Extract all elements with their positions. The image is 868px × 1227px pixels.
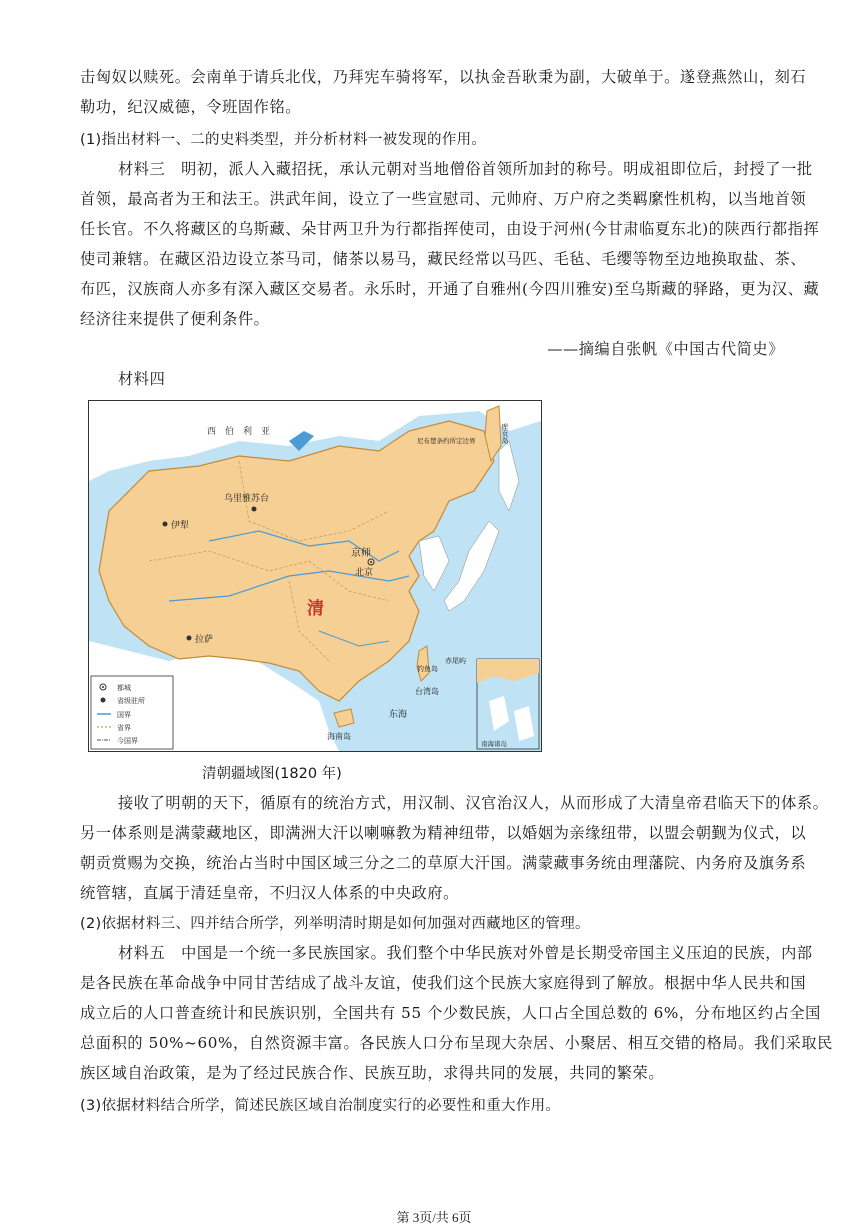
map-label-hainan: 海南岛 xyxy=(327,732,351,741)
paragraph-line: 勒功，纪汉威德，令班固作铭。 xyxy=(80,98,302,116)
question-3: (3)依据材料结合所学，简述民族区域自治制度实行的必要性和重大作用。 xyxy=(80,1098,561,1114)
material-4-heading: 材料四 xyxy=(118,370,166,388)
source-citation: ——摘编自张帆《中国古代简史》 xyxy=(547,340,784,358)
map-label-donghai: 东海 xyxy=(389,710,408,720)
paragraph-line: 接收了明朝的天下，循原有的统治方式，用汉制、汉官治汉人，从而形成了大清皇帝君临天下的体系。 xyxy=(118,794,829,812)
legend-province-seat: 省级驻所 xyxy=(117,697,145,705)
map-label-taiwan: 台湾岛 xyxy=(415,687,439,696)
question-2: (2)依据材料三、四并结合所学，列举明清时期是如何加强对西藏地区的管理。 xyxy=(80,916,590,932)
material-3-line: 首领，最高者为王和法王。洪武年间，设立了一些宣慰司、元帅府、万户府之类羁縻性机构，以当地首领 xyxy=(80,190,807,208)
map-svg xyxy=(89,401,541,751)
map-label-yili: 伊犁 xyxy=(171,521,190,531)
qing-territory-map xyxy=(88,400,542,752)
map-label-jingshi: 京师 xyxy=(351,548,371,559)
material-5-line: 材料五 中国是一个统一多民族国家。我们整个中华民族对外曾是长期受帝国主义压迫的民族，内部 xyxy=(118,944,813,962)
legend-modern-border: 今国界 xyxy=(117,737,138,745)
material-3-line: 材料三 明初，派人入藏招抚，承认元朝对当地僧俗首领所加封的称号。明成祖即位后，封授了一批 xyxy=(118,160,813,178)
map-label-diaoyu: 钓鱼岛 xyxy=(417,665,438,673)
paragraph-line: 统管辖，直属于清廷皇帝，不归汉人体系的中央政府。 xyxy=(80,884,459,902)
question-1: (1)指出材料一、二的史料类型，并分析材料一被发现的作用。 xyxy=(80,132,487,148)
material-5-line: 族区域自治政策，是为了经过民族合作、民族互助，求得共同的发展，共同的繁荣。 xyxy=(80,1064,665,1082)
material-3-line: 使司兼辖。在藏区沿边设立茶马司，储茶以易马，藏民经常以马匹、毛毡、毛缨等物至边地换取盐、茶、 xyxy=(80,250,807,268)
map-label-siberia: 西 伯 利 亚 xyxy=(207,427,271,437)
page-footer: 第 3页/共 6页 xyxy=(396,1210,472,1225)
material-3-line: 任长官。不久将藏区的乌斯藏、朵甘两卫升为行都指挥使司，由设于河州(今甘肃临夏东北)的陕西行都指挥 xyxy=(80,220,820,238)
map-label-wuliyasutai: 乌里雅苏台 xyxy=(224,494,270,504)
map-label-treaty: 尼布楚条约所定边界 xyxy=(417,437,476,445)
map-legend xyxy=(91,676,173,749)
legend-national-border: 国界 xyxy=(117,711,131,719)
map-caption: 清朝疆域图(1820 年) xyxy=(202,766,342,782)
map-label-chiwei: 赤尾屿 xyxy=(445,657,466,665)
map-label-qing: 清 xyxy=(307,599,324,619)
material-3-line: 经济往来提供了便利条件。 xyxy=(80,310,270,328)
map-label-kuye: 库页岛 xyxy=(501,423,509,444)
material-5-line: 总面积的 50%~60%，自然资源丰富。各民族人口分布呈现大杂居、小聚居、相互交错的格局。我们采取民 xyxy=(80,1034,833,1052)
material-3-line: 布匹，汉族商人亦多有深入藏区交易者。永乐时，开通了自雅州(今四川雅安)至乌斯藏的驿路，更为汉、藏 xyxy=(80,280,820,298)
material-5-line: 是各民族在革命战争中同甘苦结成了战斗友谊，使我们这个民族大家庭得到了解放。根据中华人民共和国 xyxy=(80,974,807,992)
paragraph-line: 击匈奴以赎死。会南单于请兵北伐，乃拜宪车骑将军，以执金吾耿秉为副，大破单于。遂登燕然山，刻石 xyxy=(80,68,807,86)
legend-province-border: 省界 xyxy=(117,724,131,732)
paragraph-line: 朝贡赏赐为交换，统治占当时中国区域三分之二的草原大汗国。满蒙藏事务统由理藩院、内务府及旗务系 xyxy=(80,854,807,872)
legend-capital: 都城 xyxy=(117,684,131,692)
inset-label: 南海诸岛 xyxy=(481,740,507,748)
paragraph-line: 另一体系则是满蒙藏地区，即满洲大汗以喇嘛教为精神纽带，以婚姻为亲缘纽带，以盟会朝觐为仪式，以 xyxy=(80,824,807,842)
map-label-beijing: 北京 xyxy=(355,568,374,578)
map-label-lasa: 拉萨 xyxy=(195,635,214,645)
south-sea-inset xyxy=(477,659,539,749)
material-5-line: 成立后的人口普查统计和民族识别，全国共有 55 个少数民族，人口占全国总数的 6%，分布地区约占全国 xyxy=(80,1004,821,1022)
